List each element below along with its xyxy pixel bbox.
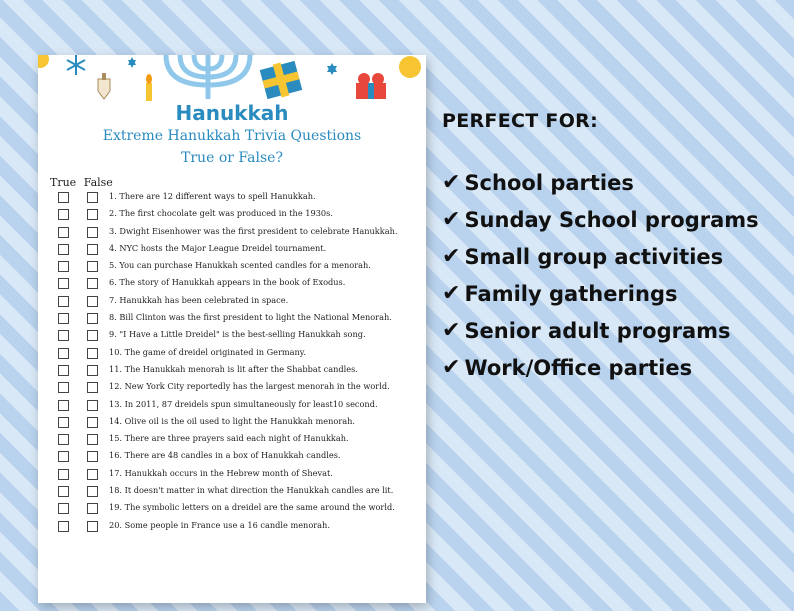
false-checkbox[interactable] xyxy=(87,486,98,497)
true-checkbox[interactable] xyxy=(58,400,69,411)
gift-icon xyxy=(260,61,303,99)
question-row xyxy=(38,258,426,275)
true-checkbox[interactable] xyxy=(58,330,69,341)
false-checkbox[interactable] xyxy=(87,451,98,462)
true-checkbox[interactable] xyxy=(58,503,69,514)
perfect-for-item xyxy=(442,238,759,275)
true-checkbox[interactable] xyxy=(58,469,69,480)
false-checkbox[interactable] xyxy=(87,503,98,514)
false-checkbox[interactable] xyxy=(87,521,98,532)
question-text: 5. You can purchase Hanukkah scented candles for a menorah. xyxy=(109,260,371,271)
question-row xyxy=(38,293,426,310)
subtitle xyxy=(38,125,426,169)
false-checkbox[interactable] xyxy=(87,261,98,272)
false-checkbox[interactable] xyxy=(87,244,98,255)
question-text: 1. There are 12 different ways to spell Hanukkah. xyxy=(109,191,316,201)
false-checkbox[interactable] xyxy=(87,192,98,203)
perfect-for-item xyxy=(442,349,759,386)
col-true-label: True xyxy=(50,176,77,189)
page-title: Hanukkah xyxy=(175,101,289,125)
checkmark-icon: ✔ xyxy=(442,281,461,306)
question-row xyxy=(38,500,426,517)
question-text: 3. Dwight Eisenhower was the first president to celebrate Hanukkah. xyxy=(109,225,398,236)
star-of-david-icon xyxy=(327,63,337,75)
hanukkah-banner xyxy=(38,55,426,105)
question-text: 17. Hanukkah occurs in the Hebrew month of Shevat. xyxy=(109,467,333,478)
true-checkbox[interactable] xyxy=(58,313,69,324)
question-text: 6. The story of Hanukkah appears in the book of Exodus. xyxy=(109,277,346,288)
question-text: 19. The symbolic letters on a dreidel are the same around the world. xyxy=(109,502,395,513)
false-checkbox[interactable] xyxy=(87,209,98,220)
true-checkbox[interactable] xyxy=(58,348,69,359)
true-checkbox[interactable] xyxy=(58,227,69,238)
true-checkbox[interactable] xyxy=(58,434,69,445)
question-text: 10. The game of dreidel originated in Germany. xyxy=(109,346,306,357)
question-row xyxy=(38,397,426,414)
true-checkbox[interactable] xyxy=(58,244,69,255)
question-text: 9. "I Have a Little Dreidel" is the best-selling Hanukkah song. xyxy=(109,329,366,340)
question-row xyxy=(38,518,426,535)
question-text: 13. In 2011, 87 dreidels spun simultaneously for least10 second. xyxy=(109,398,378,409)
checkmark-icon: ✔ xyxy=(442,207,461,232)
col-false-label: False xyxy=(83,176,113,189)
false-checkbox[interactable] xyxy=(87,400,98,411)
perfect-for-label: Family gatherings xyxy=(464,281,678,306)
question-row xyxy=(38,414,426,431)
false-checkbox[interactable] xyxy=(87,278,98,289)
false-checkbox[interactable] xyxy=(87,330,98,341)
true-checkbox[interactable] xyxy=(58,209,69,220)
question-row xyxy=(38,189,426,206)
question-text: 11. The Hanukkah menorah is lit after the Shabbat candles. xyxy=(109,363,358,374)
menorah-icon xyxy=(166,55,250,99)
question-row xyxy=(38,224,426,241)
perfect-for-item xyxy=(442,275,759,312)
false-checkbox[interactable] xyxy=(87,313,98,324)
dreidel-icon xyxy=(98,73,110,99)
true-checkbox[interactable] xyxy=(58,486,69,497)
question-text: 8. Bill Clinton was the first president to light the National Menorah. xyxy=(109,312,392,323)
perfect-for-label: Sunday School programs xyxy=(464,207,759,232)
perfect-for-label: Senior adult programs xyxy=(464,318,731,343)
perfect-for-label: School parties xyxy=(464,170,634,195)
question-text: 2. The first chocolate gelt was produced in the 1930s. xyxy=(109,208,333,219)
star-of-david-icon xyxy=(128,57,136,68)
candle-icon xyxy=(146,74,152,101)
checkmark-icon: ✔ xyxy=(442,244,461,269)
perfect-for-label: Work/Office parties xyxy=(464,355,693,380)
question-list xyxy=(38,189,426,535)
coin-icon xyxy=(399,56,421,78)
question-row xyxy=(38,466,426,483)
perfect-for-item xyxy=(442,312,759,349)
question-text: 20. Some people in France use a 16 candle menorah. xyxy=(109,519,330,530)
question-text: 7. Hanukkah has been celebrated in space. xyxy=(109,294,289,305)
trivia-sheet xyxy=(38,55,426,603)
true-checkbox[interactable] xyxy=(58,417,69,428)
false-checkbox[interactable] xyxy=(87,365,98,376)
checkmark-icon: ✔ xyxy=(442,355,461,380)
question-row xyxy=(38,327,426,344)
false-checkbox[interactable] xyxy=(87,469,98,480)
false-checkbox[interactable] xyxy=(87,382,98,393)
false-checkbox[interactable] xyxy=(87,348,98,359)
question-text: 12. New York City reportedly has the largest menorah in the world. xyxy=(109,381,390,392)
question-text: 15. There are three prayers said each night of Hanukkah. xyxy=(109,433,349,444)
perfect-for-item xyxy=(442,164,759,201)
perfect-for-label: Small group activities xyxy=(464,244,724,269)
question-row xyxy=(38,275,426,292)
true-checkbox[interactable] xyxy=(58,521,69,532)
true-checkbox[interactable] xyxy=(58,278,69,289)
checkmark-icon: ✔ xyxy=(442,170,461,195)
false-checkbox[interactable] xyxy=(87,417,98,428)
subtitle-line-1: Extreme Hanukkah Trivia Questions xyxy=(102,128,362,144)
question-row xyxy=(38,483,426,500)
question-row xyxy=(38,310,426,327)
false-checkbox[interactable] xyxy=(87,296,98,307)
false-checkbox[interactable] xyxy=(87,227,98,238)
true-checkbox[interactable] xyxy=(58,451,69,462)
question-row xyxy=(38,448,426,465)
question-row xyxy=(38,241,426,258)
question-text: 14. Olive oil is the oil used to light the Hanukkah menorah. xyxy=(109,415,355,426)
false-checkbox[interactable] xyxy=(87,434,98,445)
question-text: 4. NYC hosts the Major League Dreidel tournament. xyxy=(109,242,327,253)
question-row xyxy=(38,362,426,379)
coin-icon xyxy=(38,55,49,68)
column-headers xyxy=(50,176,117,189)
question-row xyxy=(38,206,426,223)
perfect-for-item xyxy=(442,201,759,238)
perfect-for-panel xyxy=(442,110,759,386)
true-checkbox[interactable] xyxy=(58,296,69,307)
snowflake-icon xyxy=(67,55,85,75)
perfect-for-heading: PERFECT FOR: xyxy=(442,110,598,132)
true-checkbox[interactable] xyxy=(58,382,69,393)
question-row xyxy=(38,345,426,362)
subtitle-line-2: True or False? xyxy=(181,150,283,166)
question-row xyxy=(38,431,426,448)
question-text: 18. It doesn't matter in what direction the Hanukkah candles are lit. xyxy=(109,485,394,496)
true-checkbox[interactable] xyxy=(58,261,69,272)
true-checkbox[interactable] xyxy=(58,365,69,376)
question-text: 16. There are 48 candles in a box of Hanukkah candles. xyxy=(109,450,341,461)
question-row xyxy=(38,379,426,396)
checkmark-icon: ✔ xyxy=(442,318,461,343)
gift-icon xyxy=(356,73,386,99)
true-checkbox[interactable] xyxy=(58,192,69,203)
